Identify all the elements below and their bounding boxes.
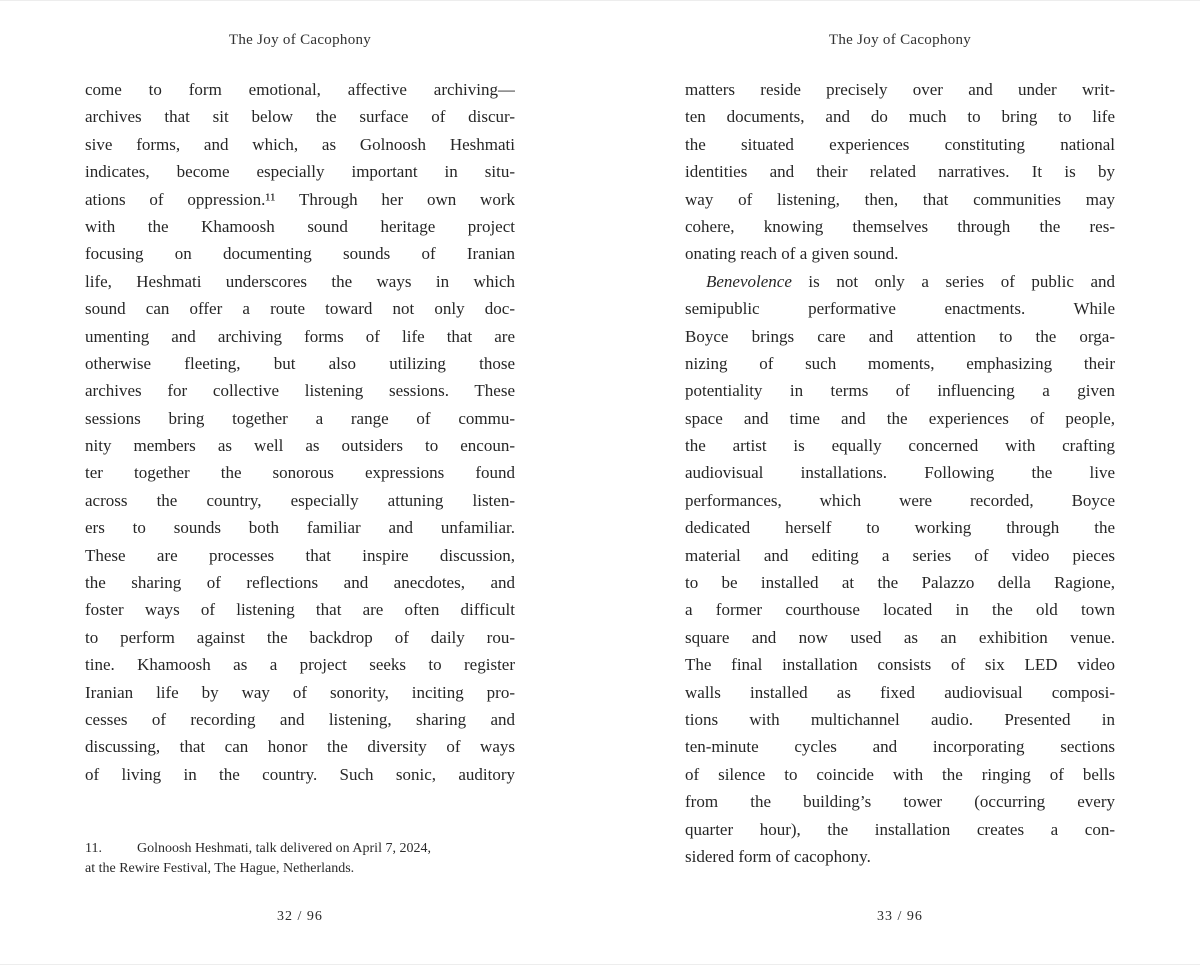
- text-line: Iranian life by way of sonority, inciting pro-: [85, 682, 515, 702]
- text-line: square and now used as an exhibition venue.: [685, 627, 1115, 647]
- text-line: walls installed as fixed audiovisual composi-: [685, 682, 1115, 702]
- text-line: quarter hour), the installation creates a con-: [685, 819, 1115, 839]
- text-line: foster ways of listening that are often difficult: [85, 600, 515, 620]
- text-line: way of listening, then, that communities may: [685, 189, 1115, 209]
- body-text: [85, 76, 515, 788]
- text-line: ers to sounds both familiar and unfamiliar.: [85, 518, 515, 538]
- running-header: The Joy of Cacophony: [828, 32, 972, 48]
- text-line: The final installation consists of six LED video: [685, 655, 1115, 675]
- text-segment-italic: Benevolence: [706, 271, 792, 291]
- text-line: of living in the country. Such sonic, auditory: [85, 764, 515, 784]
- text-line: to perform against the backdrop of daily rou-: [85, 627, 515, 647]
- text-line: the situated experiences constituting national: [685, 134, 1115, 154]
- footnote: [85, 839, 515, 878]
- text-line: discussing, that can honor the diversity of ways: [85, 737, 515, 757]
- text-line: cohere, knowing themselves through the res-: [685, 216, 1115, 236]
- text-line: tine. Khamoosh as a project seeks to register: [85, 655, 515, 675]
- text-line: across the country, especially attuning listen-: [85, 490, 515, 510]
- page-right: [600, 1, 1200, 965]
- footnote-text-line1: Golnoosh Heshmati, talk delivered on April 7, 2024,: [137, 841, 431, 857]
- text-line: sidered form of cacophony.: [685, 846, 871, 866]
- page-left: [0, 1, 600, 965]
- text-line: ten documents, and do much to bring to life: [685, 107, 1115, 127]
- text-line: archives for collective listening sessions. These: [85, 381, 515, 401]
- page-number: 33 / 96: [877, 909, 923, 924]
- text-line: ter together the sonorous expressions found: [85, 463, 515, 483]
- text-line: umenting and archiving forms of life that are: [85, 326, 515, 346]
- text-line: sound can offer a route toward not only doc-: [85, 299, 515, 319]
- text-line: cesses of recording and listening, sharing and: [85, 709, 515, 729]
- text-line: archives that sit below the surface of discur-: [85, 107, 515, 127]
- text-line: to be installed at the Palazzo della Ragione,: [685, 573, 1115, 593]
- text-line: nity members as well as outsiders to encoun-: [85, 436, 515, 456]
- text-line: sessions bring together a range of commu-: [85, 408, 515, 428]
- text-line: focusing on documenting sounds of Iranian: [85, 244, 515, 264]
- text-line: These are processes that inspire discussion,: [85, 545, 515, 565]
- text-line: indicates, become especially important in situ-: [85, 162, 515, 182]
- text-line: audiovisual installations. Following the live: [685, 463, 1115, 483]
- text-line: of silence to coincide with the ringing of bells: [685, 764, 1115, 784]
- page-number: 32 / 96: [277, 909, 323, 924]
- text-line: onating reach of a given sound.: [685, 244, 899, 264]
- text-line: Boyce brings care and attention to the orga-: [685, 326, 1115, 346]
- text-line: with the Khamoosh sound heritage project: [85, 216, 515, 236]
- footnote-text-line2: at the Rewire Festival, The Hague, Netherlands.: [85, 860, 355, 876]
- text-line: space and time and the experiences of people,: [685, 408, 1115, 428]
- text-line: ten-minute cycles and incorporating sections: [685, 737, 1115, 757]
- text-line: [685, 268, 1115, 295]
- text-line: material and editing a series of video pieces: [685, 545, 1115, 565]
- text-line: semipublic performative enactments. While: [685, 299, 1115, 319]
- footnote-line: [85, 839, 515, 859]
- text-line: life, Heshmati underscores the ways in which: [85, 271, 515, 291]
- text-line: the artist is equally concerned with crafting: [685, 436, 1115, 456]
- text-line: identities and their related narratives. It is by: [685, 162, 1115, 182]
- text-line: matters reside precisely over and under writ-: [685, 80, 1115, 99]
- footnote-number: 11.: [85, 841, 102, 857]
- text-line: sive forms, and which, as Golnoosh Heshmati: [85, 134, 515, 154]
- body-text: [685, 76, 1115, 870]
- text-line: dedicated herself to working through the: [685, 518, 1115, 538]
- text-line: potentiality in terms of influencing a given: [685, 381, 1115, 401]
- text-line: from the building’s tower (occurring every: [685, 792, 1115, 812]
- text-segment: is not only a series of public and: [791, 271, 1115, 291]
- text-line: tions with multichannel audio. Presented in: [685, 709, 1115, 729]
- text-line: the sharing of reflections and anecdotes, and: [85, 573, 515, 593]
- text-line: otherwise fleeting, but also utilizing those: [85, 353, 515, 373]
- text-line: come to form emotional, affective archiving—: [85, 80, 515, 99]
- text-line: nizing of such moments, emphasizing their: [685, 353, 1115, 373]
- running-header: The Joy of Cacophony: [228, 32, 372, 48]
- text-line: performances, which were recorded, Boyce: [685, 490, 1115, 510]
- text-line: a former courthouse located in the old town: [685, 600, 1115, 620]
- text-line: ations of oppression.¹¹ Through her own work: [85, 189, 515, 209]
